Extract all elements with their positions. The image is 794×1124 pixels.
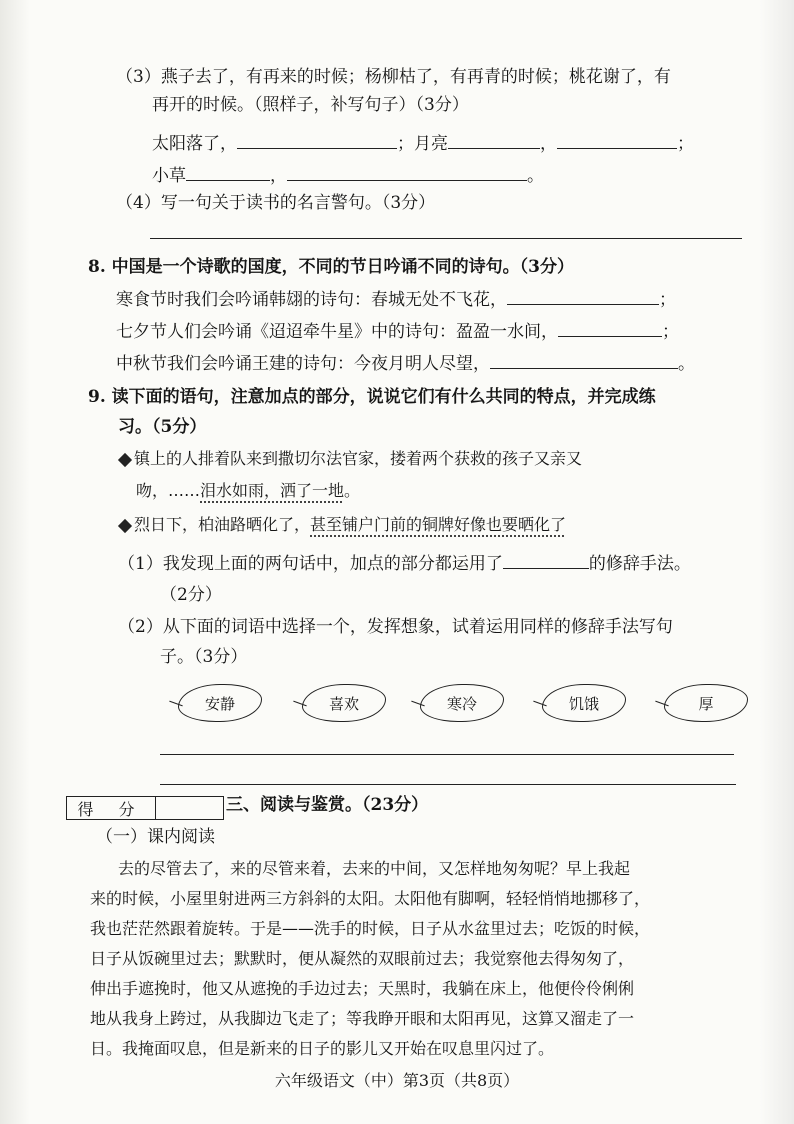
q8-line2 — [116, 318, 679, 345]
leaf-word-option[interactable] — [178, 684, 262, 722]
leaf-word-label: 寒冷 — [446, 694, 477, 713]
q7-3-prompt-grass: 小草 — [152, 166, 186, 186]
answer-blank[interactable] — [448, 130, 540, 149]
answer-blank[interactable] — [287, 162, 527, 181]
leaf-word-option[interactable] — [664, 684, 748, 722]
answer-blank[interactable] — [490, 350, 678, 369]
diamond-bullet-icon — [118, 518, 132, 532]
score-box — [66, 796, 224, 820]
leaf-word-label: 安静 — [204, 694, 235, 713]
answer-line[interactable] — [160, 784, 736, 785]
q8-prompt3: 中秋节我们会吟诵王建的诗句：今夜月明人尽望， — [116, 354, 490, 374]
q9-p1-end: 的修辞手法。 — [588, 554, 691, 574]
punct: 。 — [527, 166, 544, 186]
answer-blank[interactable] — [503, 550, 589, 569]
punct: ； — [662, 322, 679, 342]
passage-line: 我也茫茫然跟着旋转。于是——洗手的时候，日子从水盆里过去；吃饭的时候， — [90, 919, 651, 938]
passage-line: 来的时候，小屋里射进两三方斜斜的太阳。太阳他有脚啊，轻轻悄悄地挪移了， — [90, 889, 651, 908]
section3-title: 三、阅读与鉴赏。（23分） — [226, 795, 429, 815]
q9-title-line1: 9. 读下面的语句，注意加点的部分，说说它们有什么共同的特点，并完成练 — [88, 387, 656, 407]
q8-title: 8. 中国是一个诗歌的国度，不同的节日吟诵不同的诗句。（3分） — [88, 257, 574, 277]
q8-prompt2: 七夕节人们会吟诵《迢迢牵牛星》中的诗句：盈盈一水间， — [116, 322, 558, 342]
q9-s1-dotted: 泪水如雨，洒了一地 — [200, 481, 345, 500]
q9-s1-pre: 吻，…… — [136, 481, 201, 500]
q7-3-prompt-sun: 太阳落了， — [152, 134, 237, 154]
q7-3-prompt-moon: ；月亮 — [397, 134, 448, 154]
punct: 。 — [678, 354, 695, 374]
score-label: 得 分 — [67, 797, 156, 819]
q9-part1 — [118, 550, 691, 577]
passage-line: 日子从饭碗里过去；默默时，便从凝然的双眼前过去；我觉察他去得匆匆了， — [90, 949, 635, 968]
q9-p1-text: （1）我发现上面的两句话中，加点的部分都运用了 — [118, 554, 503, 574]
passage-line: 去的尽管去了，来的尽管来着，去来的中间，又怎样地匆匆呢？早上我起 — [118, 859, 631, 878]
q9-title-line2: 习。（5分） — [118, 417, 207, 437]
q7-3-line2: 再开的时候。（照样子，补写句子）（3分） — [152, 95, 469, 115]
leaf-word-label: 饥饿 — [568, 694, 599, 713]
answer-blank[interactable] — [186, 162, 270, 181]
q8-line3 — [116, 350, 695, 377]
q9-sentence2 — [120, 512, 566, 538]
score-cell[interactable] — [156, 797, 223, 819]
q7-4-text: （4）写一句关于读书的名言警句。（3分） — [116, 193, 436, 213]
section3-subtitle: （一）课内阅读 — [96, 827, 215, 847]
passage-line: 日。我掩面叹息，但是新来的日子的影儿又开始在叹息里闪过了。 — [90, 1039, 555, 1058]
q9-s2-pre: 烈日下，柏油路晒化了， — [134, 515, 311, 534]
q9-sentence1-b — [136, 478, 360, 504]
punct: ； — [659, 290, 676, 310]
q9-part2-line2: 子。（3分） — [160, 647, 248, 667]
answer-blank[interactable] — [507, 286, 659, 305]
leaf-word-option[interactable] — [302, 684, 386, 722]
q9-sentence1-a — [120, 446, 582, 472]
punct: 。 — [344, 481, 361, 500]
passage-line: 伸出手遮挽时，他又从遮挽的手边过去；天黑时，我躺在床上，他便伶伶俐俐 — [90, 979, 635, 998]
q8-line1 — [116, 286, 676, 313]
answer-blank[interactable] — [558, 318, 662, 337]
passage-line: 地从我身上跨过，从我脚边飞走了；等我睁开眼和太阳再见，这算又溜走了一 — [90, 1009, 635, 1028]
leaf-word-option[interactable] — [420, 684, 504, 722]
q7-3-fill-row1 — [152, 130, 694, 157]
leaf-word-option[interactable] — [542, 684, 626, 722]
leaf-word-label: 喜欢 — [328, 694, 359, 713]
punct: ， — [540, 134, 557, 154]
answer-line[interactable] — [160, 754, 734, 755]
q7-3-line1: （3）燕子去了，有再来的时候；杨柳枯了，有再青的时候；桃花谢了，有 — [116, 67, 671, 87]
leaf-word-label: 厚 — [698, 694, 714, 713]
diamond-bullet-icon — [118, 452, 132, 466]
q9-s2-dotted: 甚至铺户门前的铜牌好像也要晒化了 — [310, 515, 567, 534]
q7-3-fill-row2 — [152, 162, 544, 189]
answer-line[interactable] — [150, 238, 742, 239]
punct: ； — [677, 134, 694, 154]
page-footer: 六年级语文（中）第3页（共8页） — [274, 1071, 520, 1090]
punct: ， — [270, 166, 287, 186]
answer-blank[interactable] — [557, 130, 677, 149]
answer-blank[interactable] — [237, 130, 397, 149]
q9-part2-line1: （2）从下面的词语中选择一个，发挥想象，试着运用同样的修辞手法写句 — [118, 617, 673, 637]
q8-prompt1: 寒食节时我们会吟诵韩翃的诗句：春城无处不飞花， — [116, 290, 507, 310]
q9-part1-score: （2分） — [160, 585, 222, 605]
q9-s1-text: 镇上的人排着队来到撒切尔法官家，搂着两个获救的孩子又亲又 — [134, 449, 583, 468]
